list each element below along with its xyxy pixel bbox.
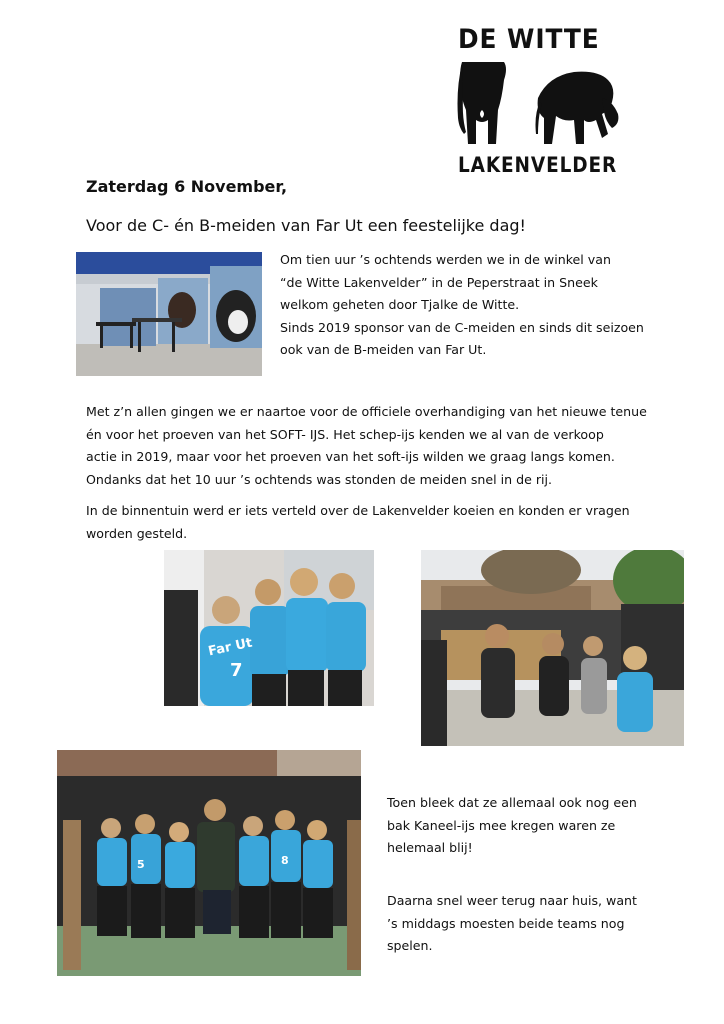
cow-silhouettes-icon (452, 58, 622, 148)
text-line: Ondanks dat het 10 uur ’s ochtends was stonden de meiden snel in de rij. (86, 471, 553, 487)
garden-paragraph (86, 500, 666, 545)
page-subtitle: Voor de C- én B-meiden van Far Ut een feestelijke dag! (86, 216, 526, 235)
text-line: “de Witte Lakenvelder” in de Peperstraat in Sneek (280, 274, 598, 290)
text-line: Toen bleek dat ze allemaal ook nog een (387, 795, 637, 810)
text-line: Sinds 2019 sponsor van de C-meiden en sinds dit seizoen (280, 319, 644, 335)
text-line: ook van de B-meiden van Far Ut. (280, 342, 487, 357)
text-line: In de binnentuin werd er iets verteld over de Lakenvelder koeien en konden er vragen (86, 503, 630, 518)
brand-logo (452, 24, 622, 180)
jersey-number: 8 (281, 854, 289, 867)
text-line: ’s middags moesten beide teams nog (387, 915, 625, 931)
body-paragraph (86, 401, 666, 491)
text-line: helemaal blij! (387, 840, 473, 855)
text-line: Om tien uur ’s ochtends werden we in de winkel van (280, 252, 611, 267)
text-line: worden gesteld. (86, 525, 188, 541)
closing-paragraph-1 (387, 792, 687, 860)
text-line: bak Kaneel-ijs mee kregen waren ze (387, 817, 616, 833)
logo-top-text: DE WITTE (458, 24, 600, 55)
jersey-text: Far Ut (206, 635, 254, 660)
jersey-number: 7 (230, 660, 243, 681)
shop-interior-photo (76, 252, 262, 376)
team-jerseys-photo (164, 550, 374, 706)
text-line: én voor het proeven van het SOFT- IJS. Het schep-ijs kenden we al van de verkoop (86, 426, 604, 442)
jersey-number: 5 (137, 858, 145, 871)
closing-paragraph-2 (387, 890, 687, 958)
text-line: Daarna snel weer terug naar huis, want (387, 893, 637, 908)
group-photo (57, 750, 361, 976)
text-line: Met z’n allen gingen we er naartoe voor de officiele overhandiging van het nieuwe tenue (86, 404, 647, 419)
garden-softice-photo (421, 550, 684, 746)
text-line: welkom geheten door Tjalke de Witte. (280, 297, 520, 312)
logo-bottom-text: LAKENVELDER (458, 153, 618, 177)
text-line: actie in 2019, maar voor het proeven van het soft-ijs wilden we graag langs komen. (86, 449, 615, 464)
date-heading: Zaterdag 6 November, (86, 177, 288, 196)
intro-paragraph (280, 249, 660, 362)
text-line: spelen. (387, 938, 433, 953)
